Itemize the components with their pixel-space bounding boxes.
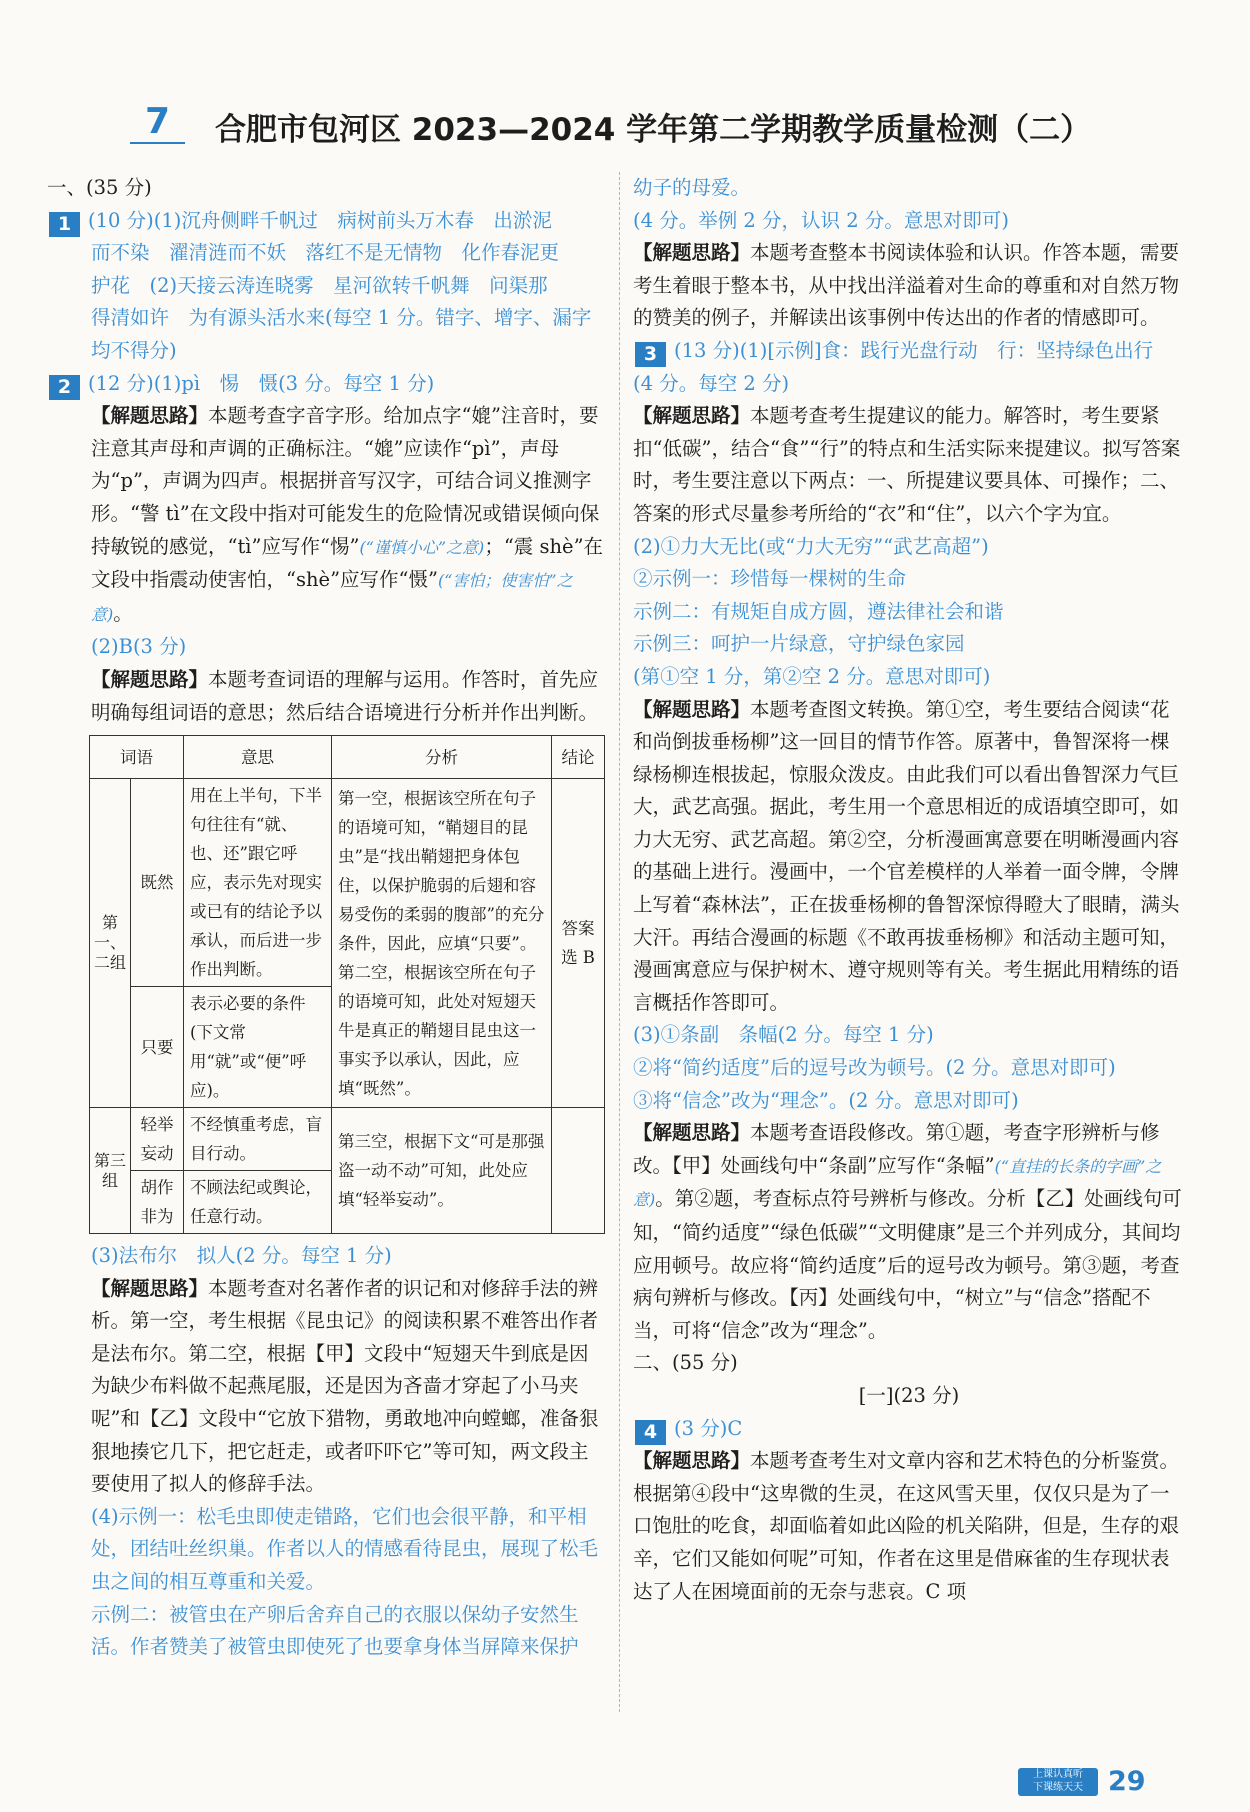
solution-tag: 【解题思路】 [91, 1276, 209, 1300]
section-1-heading: 一、(35 分) [47, 176, 152, 199]
section-2-heading: 二、(55 分) [633, 1351, 738, 1375]
table-header: 分析 [332, 736, 552, 779]
table-word: 轻举妄动 [131, 1108, 184, 1171]
q2-explanation-3: 【解题思路】本题考查对名著作者的识记和对修辞手法的辨析。第一空，考生根据《昆虫记》的阅读积累不难答出作者是法布尔。第二空，根据【甲】文段中“短翅天牛到底是因为缺少布料做不起燕尾服，还是因为吝啬才穿起了小马夹呢”和【乙】文段中“它放下猎物，勇敢地冲向螳螂，准备狠狠地揍它几下，把它赶走，或者吓吓它”等可知，两文段主要使用了拟人的修辞手法。 [91, 1276, 599, 1496]
q2-sub3: (3)法布尔 拟人(2 分。每空 1 分) [91, 1244, 392, 1268]
column-divider [619, 172, 620, 1712]
q2-sub2: (2)B(3 分) [91, 635, 187, 659]
q2-explanation-2: 【解题思路】本题考查词语的理解与运用。作答时，首先应明确每组词语的意思；然后结合语境进行分析并作出判断。 [91, 667, 599, 724]
q2-sub4-example1: (4)示例一：松毛虫即使走错路，它们也会很平静，和平相处，团结吐丝织巢。作者以人的情感看待昆虫，展现了松毛虫之间的相互尊重和关爱。 [91, 1504, 599, 1594]
page-footer [1018, 1764, 1188, 1800]
q1-line: (10 分)(1)沉舟侧畔千帆过 病树前头万木春 出淤泥 [88, 208, 552, 232]
table-word: 既然 [131, 779, 184, 987]
q2-explanation-1: 【解题思路】本题考查字音字形。给加点字“媲”注音时，要注意其声母和声调的正确标注。“媲”应读作“pì”，声母为“p”，声调为四声。根据拼音写汉字，可结合词义推测字形。“警 tì”在文段中指对可能发生的危险情况或错误倾向保持敏锐的感觉，“tì”应写作“惕”(“谨慎小心”之意)；“震 shè”在文段中指震动使害怕，“shè”应写作“慑”(“害怕；使害怕”之意)。 [91, 404, 604, 625]
explanation: 【解题思路】本题考查图文转换。第①空，考生要结合阅读“花和尚倒拔垂杨柳”这一回目的情节作答。原著中，鲁智深将一棵绿杨柳连根拔起，惊服众泼皮。由此我们可以看出鲁智深力气巨大，武艺高强。据此，考生用一个意思相近的成语填空即可，如力大无穷、武艺高超。第②空，分析漫画寓意要在明晰漫画内容的基础上进行。漫画中，一个官差模样的人举着一面令牌，令牌上写着“森林法”，正在拔垂杨柳的鲁智深惊得瞪大了眼睛，满头大汗。再结合漫画的标题《不敢再拔垂杨柳》和活动主题可知，漫画寓意应与保护树木、遵守规则等有关。考生据此用精练的语言概括作答即可。 [633, 697, 1180, 1014]
solution-tag: 【解题思路】 [633, 697, 751, 721]
annotation: (“直挂的长条的字画”之意) [633, 1156, 1162, 1210]
exam-number: 7 [130, 102, 185, 146]
q3-sub3: ③将“信念”改为“理念”。(2 分。意思对即可) [633, 1088, 1019, 1112]
right-column [633, 172, 1185, 1608]
q4-answer: 4 (3 分)C [633, 1413, 1185, 1446]
table-meaning: 用在上半句，下半句往往有“就、也、还”跟它呼应，表示先对现实或已有的结论予以承认，而后进一步作出判断。 [184, 779, 332, 987]
q3-sub3: ②将“简约适度”后的逗号改为顿号。(2 分。意思对即可) [633, 1056, 1116, 1080]
q1-line: 得清如许 为有源头活水来(每空 1 分。错字、增字、漏字 [91, 306, 592, 330]
table-meaning: 不顾法纪或舆论，任意行动。 [184, 1171, 332, 1234]
q1-line: 而不染 濯清涟而不妖 落红不是无情物 化作春泥更 [91, 241, 560, 265]
table-meaning: 不经慎重考虑，盲目行动。 [184, 1108, 332, 1171]
table-meaning: 表示必要的条件(下文常用“就”或“便”呼应)。 [184, 987, 332, 1108]
table-analysis: 第三空，根据下文“可是那强盗一动不动”可知，此处应填“轻举妄动”。 [332, 1108, 552, 1234]
q3-sub2: 示例三：呵护一片绿意，守护绿色家园 [633, 632, 965, 656]
table-header: 意思 [184, 736, 332, 779]
explanation: 【解题思路】本题考查考生对文章内容和艺术特色的分析鉴赏。根据第④段中“这卑微的生灵，在这风雪天里，仅仅只是为了一口饱肚的吃食，却面临着如此凶险的机关陷阱，但是，生存的艰辛，它们又能如何呢”可知，作者在这里是借麻雀的生存现状表达了人在困境面前的无奈与悲哀。C 项 [633, 1449, 1180, 1603]
q2-head: (12 分)(1)pì 惕 慑(3 分。每空 1 分) [88, 371, 435, 395]
analysis-table [89, 735, 605, 1234]
table-header: 词语 [90, 736, 184, 779]
q1-line: 均不得分) [91, 338, 177, 362]
solution-tag: 【解题思路】 [633, 1121, 751, 1145]
solution-tag: 【解题思路】 [633, 404, 751, 428]
explanation: 【解题思路】本题考查整本书阅读体验和认识。作答本题，需要考生着眼于整本书，从中找出洋溢着对生命的尊重和对自然万物的赞美的例子，并解读出该事例中传达出的作者的情感即可。 [633, 241, 1180, 330]
q3-score: (4 分。每空 2 分) [633, 371, 790, 395]
table-analysis: 第一空，根据该空所在句子的语境可知，“鞘翅目的昆虫”是“找出鞘翅把身体包住，以保护脆弱的后翅和容易受伤的柔弱的腹部”的充分条件，因此，应填“只要”。第二空，根据该空所在句子的语境可知，此处对短翅天牛是真正的鞘翅目昆虫这一事实予以承认，因此，应填“既然”。 [332, 779, 552, 1108]
annotation: (“害怕；使害怕”之意) [91, 571, 573, 624]
q3-answer: 3 (13 分)(1)[示例]食：践行光盘行动 行：坚持绿色出行 [633, 335, 1185, 368]
annotation: (“谨慎小心”之意) [359, 537, 485, 557]
q3-sub2: (第①空 1 分，第②空 2 分。意思对即可) [633, 664, 991, 688]
q2-number: 2 [49, 375, 80, 400]
subsection-heading: [一](23 分) [858, 1383, 960, 1407]
exam-title: 合肥市包河区 2023—2024 学年第二学期教学质量检测（二） [215, 112, 1092, 148]
solution-tag: 【解题思路】 [633, 241, 751, 265]
table-header: 结论 [552, 736, 605, 779]
q2-sub4-example2: 示例二：被管虫在产卵后舍弃自己的衣服以保幼子安然生活。作者赞美了被管虫即使死了也要拿身体当屏障来保护 [91, 1602, 579, 1659]
table-group: 第一、二组 [90, 779, 131, 1108]
continued-text: 幼子的母爱。 [633, 176, 751, 199]
q3-sub2: 示例二：有规矩自成方圆，遵法律社会和谐 [633, 599, 1004, 623]
slogan-badge: 上课认真听 下课练天天 [1018, 1768, 1098, 1796]
q3-number: 3 [635, 342, 666, 367]
q3-sub3: (3)①条副 条幅(2 分。每空 1 分) [633, 1023, 934, 1047]
table-word: 只要 [131, 987, 184, 1108]
solution-tag: 【解题思路】 [91, 667, 209, 691]
solution-tag: 【解题思路】 [633, 1449, 751, 1473]
solution-tag: 【解题思路】 [91, 404, 209, 428]
page-title [130, 102, 1130, 146]
q1-number: 1 [49, 212, 80, 237]
table-conclusion: 答案选 B [552, 779, 605, 1108]
q1-line: 护花 (2)天接云涛连晓雾 星河欲转千帆舞 问渠那 [91, 273, 548, 297]
q3-sub2: (2)①力大无比(或“力大无穷”“武艺高超”) [633, 534, 989, 558]
page-number: 29 [1108, 1766, 1146, 1797]
q4-number: 4 [635, 1420, 666, 1445]
table-word: 胡作非为 [131, 1171, 184, 1234]
table-conclusion-empty [552, 1108, 605, 1234]
table-group: 第三组 [90, 1108, 131, 1234]
score-note: (4 分。举例 2 分，认识 2 分。意思对即可) [633, 208, 1009, 232]
explanation: 【解题思路】本题考查语段修改。第①题，考查字形辨析与修改。【甲】处画线句中“条副”应写作“条幅”(“直挂的长条的字画”之意)。第②题，考查标点符号辨析与修改。分析【乙】处画线句可知，“简约适度”“绿色低碳”“文明健康”是三个并列成分，其间均应用顿号。故应将“简约适度”后的逗号改为顿号。第③题，考查病句辨析与修改。【丙】处画线句中，“树立”与“信念”搭配不当，可将“信念”改为“理念”。 [633, 1121, 1182, 1342]
q2-answer [47, 368, 607, 401]
left-column [47, 172, 607, 1664]
q1-answer [47, 205, 607, 238]
explanation: 【解题思路】本题考查考生提建议的能力。解答时，考生要紧扣“低碳”，结合“食”“行”的特点和生活实际来提建议。拟写答案时，考生要注意以下两点：一、所提建议要具体、可操作；二、答案的形式尽量参考所给的“衣”和“住”，以六个字为宜。 [633, 404, 1181, 525]
q3-sub2: ②示例一：珍惜每一棵树的生命 [633, 567, 907, 591]
